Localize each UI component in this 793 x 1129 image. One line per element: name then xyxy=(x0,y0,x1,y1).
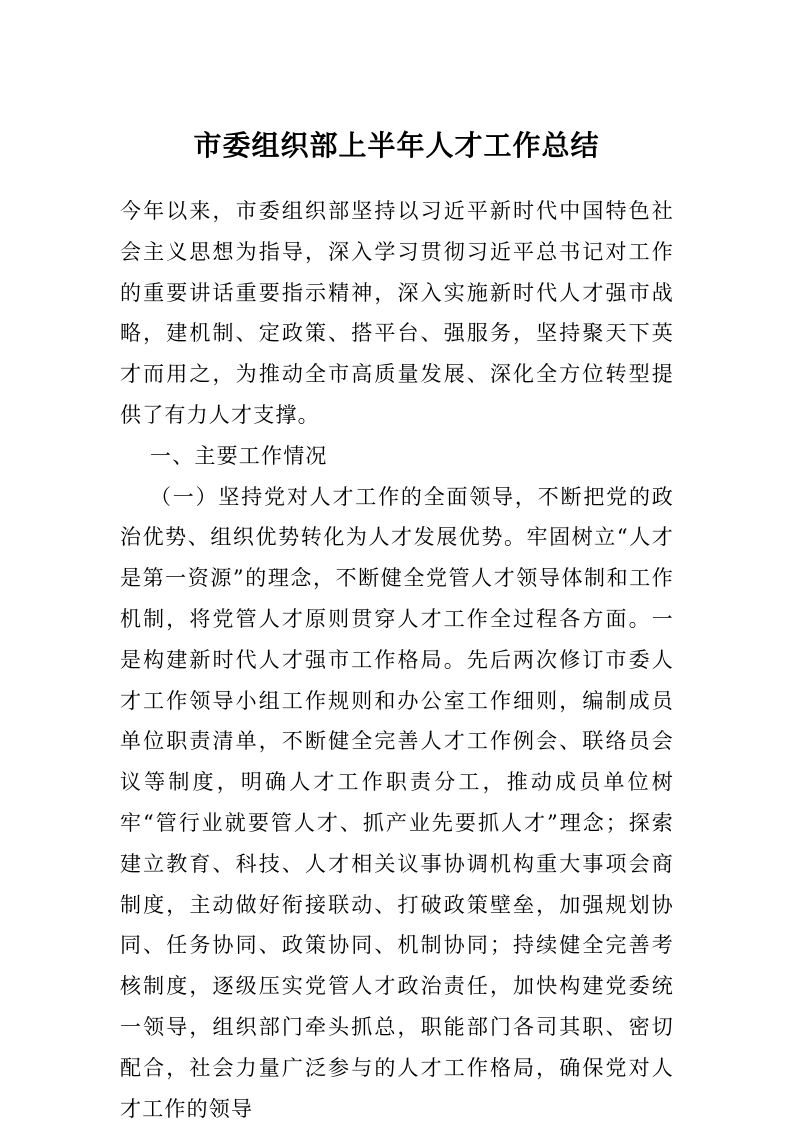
section-paragraph: （一）坚持党对人才工作的全面领导，不断把党的政治优势、组织优势转化为人才发展优势。牢固树立“人才是第一资源”的理念，不断健全党管人才领导体制和工作机制，将党管人才原则贯穿人才工作全过程各方面。一是构建新时代人才强市工作格局。先后两次修订市委人才工作领导小组工作规则和办公室工作细则，编制成员单位职责清单，不断健全完善人才工作例会、联络员会议等制度，明确人才工作职责分工，推动成员单位树牢“管行业就要管人才、抓产业先要抓人才”理念；探索建立教育、科技、人才相关议事协调机构重大事项会商制度，主动做好衔接联动、打破政策壁垒，加强规划协同、任务协同、政策协同、机制协同；持续健全完善考核制度，逐级压实党管人才政治责任，加快构建党委统一领导，组织部门牵头抓总，职能部门各司其职、密切配合，社会力量广泛参与的人才工作格局，确保党对人才工作的领导 xyxy=(120,484,674,1121)
intro-paragraph: 今年以来，市委组织部坚持以习近平新时代中国特色社会主义思想为指导，深入学习贯彻习近平总书记对工作的重要讲话重要指示精神，深入实施新时代人才强市战略，建机制、定政策、搭平台、强服务，坚持聚天下英才而用之，为推动全市高质量发展、深化全方位转型提供了有力人才支撑。 xyxy=(120,199,674,427)
section-heading: 一、主要工作情况 xyxy=(150,443,328,468)
document-title: 市委组织部上半年人才工作总结 xyxy=(193,129,600,162)
document-body xyxy=(120,191,674,1129)
